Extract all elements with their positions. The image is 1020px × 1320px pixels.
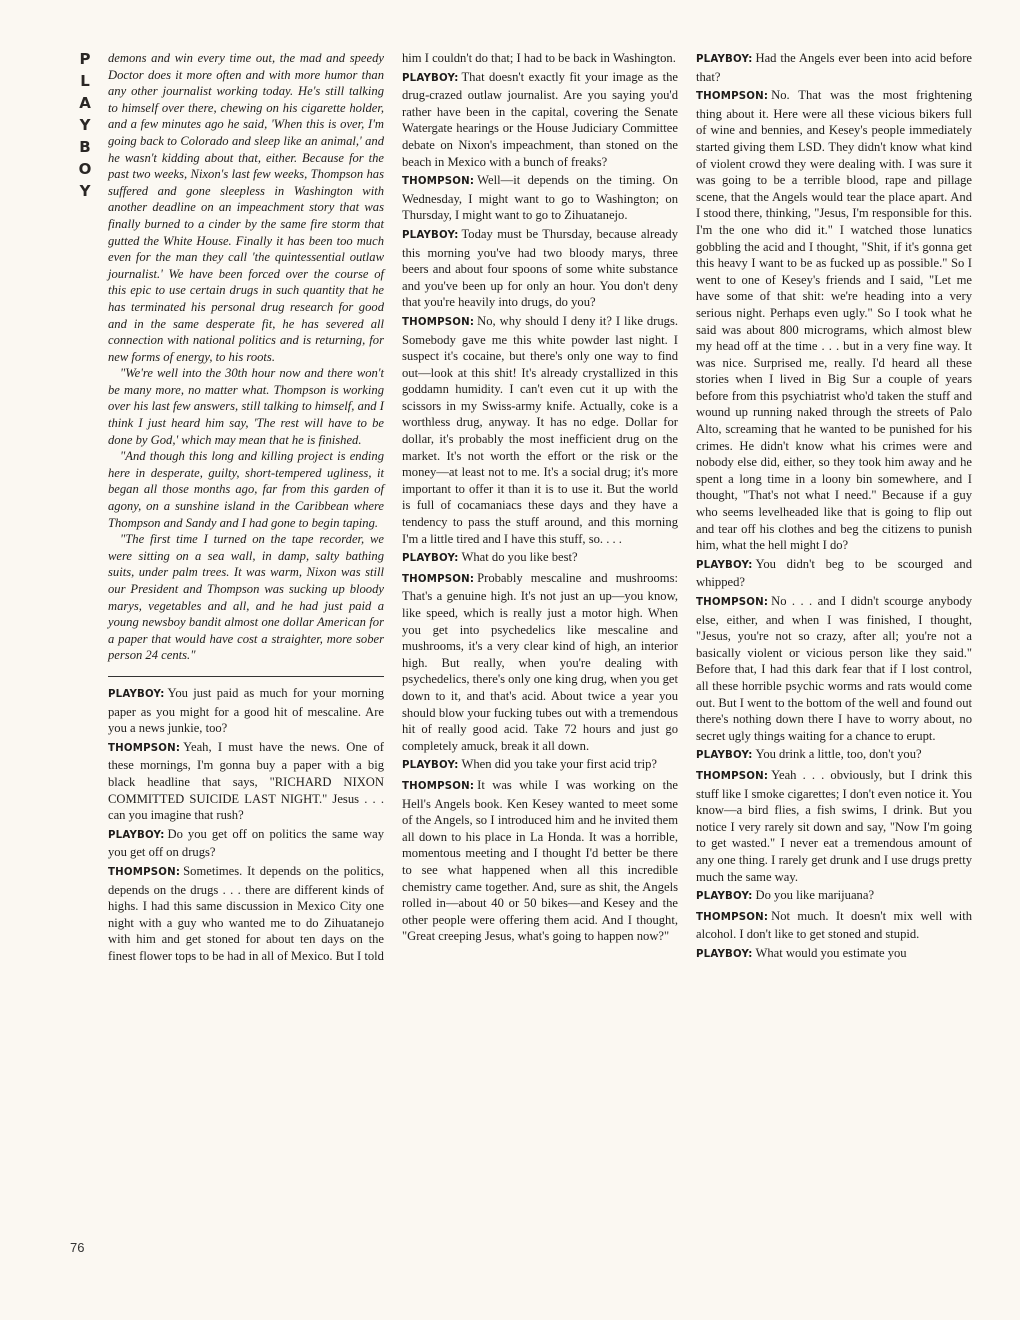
qa-paragraph [108,826,384,861]
qa-paragraph [402,69,678,171]
speaker-label: PLAYBOY: [696,559,753,571]
qa-paragraph [402,172,678,224]
spine-letter: Y [79,116,91,134]
qa-text: Yeah . . . obviously, but I drink this stuff like I smoke cigarettes; I don't even notice it. You know—a bird flies, a fish swims, I drink. But you notice I very rarely sit down and say, "Now I'm going to get wasted." I never eat a tremendous amount of any one thing. I rarely get drunk and I use drugs pretty much the same way. [696,767,972,884]
qa-paragraph [108,739,384,824]
column-1 [108,50,384,966]
spine-letter: B [79,138,91,156]
qa-text: What do you like best? [461,550,578,565]
qa-paragraph [696,887,972,906]
qa-text: Not much. It doesn't mix well with alcohol. I don't like to get stoned and stupid. [696,908,972,942]
speaker-label: THOMPSON: [696,911,769,923]
qa-text: You just paid as much for your morning paper as you might for a good hit of mescaline. Are you a news junkie, too? [108,685,384,736]
qa-paragraph [108,863,384,965]
qa-paragraph [696,593,972,744]
column-3 [696,50,972,965]
qa-paragraph [402,777,678,945]
intro-paragraph: demons and win every time out, the mad and speedy Doctor does it more often and with more humor than any other journalist working today. He's still talking to himself over there, chewing on his cigarette holder, and a few minutes ago he said, 'When this is over, I'm going back to Colorado and sleep like an animal,' and he wasn't kidding about that, either. Because for the past two weeks, Nixon's last few weeks, Thompson has suffered and gone sleepless in Washington with another deadline on an impeachment story that was finally burned to a cinder by the same fire storm that gutted the White House. Finally it has been too much even for the man they call 'the quintessential outlaw journalist.' We have been forced over the course of this epic to use certain drugs in such quantity that he has terminated his personal drug research for good and in the same desperate fit, he has severed all connection with national politics and is returning, for new forms of energy, to his roots. [108,51,384,364]
qa-text: No. That was the most frightening thing about it. Here were all these vicious bikers full of wine and bennies, and Kesey's people immediately started giving them LSD. They didn't know what kind of violent crowd they were dealing with. I was sure it was going to be a terrible blood, rape and pillage scene, that the Angels would tear the place apart. And I stood there, thinking, "Jesus, I'm responsible for this. I'm the one who did it." I watched those lunatics gobbling the acid and I thought, "Shit, if it's gonna get this heavy I want to be as fucked up as possible." So I went to one of Kesey's friends and I said, "Let me have some of that shit: we're heading into a very serious night. Perhaps even ugly." So I took what he said was about 800 micrograms, which almost blew my head off at the time . . . but in a very fine way. It was nice. Surprised me, really. I'd heard all these stories when I lived in Big Sur a couple of years before from this psychiatrist who'd taken the stuff and wound up running naked through the streets of Palo Alto, screaming that he wanted to be punished for his crimes. He didn't know what his crimes were and nobody else did, either, so they took him away and he spent a long time in a loony bin somewhere, and I thought, "That's not what I need." Because if a guy who seems levelheaded like that is going to flip out and tear off his clothes and beg the citizens to punish him, what the hell might I do? [696,88,972,553]
qa-text: That doesn't exactly fit your image as the drug-crazed outlaw journalist. Are you saying you'd rather have been in the capital, covering the Senate Watergate hearings or the House Judiciary Committee debate on Nixon's impeachment, than stoned on the beach in Mexico with a bunch of freaks? [402,69,678,169]
spine-letter: Y [79,182,91,200]
speaker-label: PLAYBOY: [402,760,459,772]
speaker-label: THOMPSON: [696,91,769,103]
qa-block [402,50,678,945]
speaker-label: THOMPSON: [108,866,181,878]
qa-text: It was while I was working on the Hell's Angels book. Ken Kesey wanted to meet some of the Angels, so I introduced him and he invited them all down to his place in La Honda. It was a horrible, momentous meeting and I thought I'd better be there to see what happened when all this incredible chemistry came together. And, sure as shit, the Angels rolled in—about 40 or 50 bikes—and Kesey and the other people were offering them acid. And I thought, "Great creeping Jesus, what's going to happen now?" [402,777,678,944]
speaker-label: THOMPSON: [402,573,475,585]
qa-text: When did you take your first acid trip? [461,757,657,772]
qa-text: No, why should I deny it? I like drugs. Somebody gave me this white powder last night. I suspect it's cocaine, but there's only one way to find out—look at this shit! It's already crystallized in this goddamn humidity. I can't even cut it up with the scissors in my Swiss-army knife. Actually, coke is a worthless drug, anyway. It has no edge. Dollar for dollar, it's probably the most inefficient drug on the market. It's not worth the effort or the risk or the money—at least not to me. It's a social drug; it's more important to offer it than it is to use it. But the world is full of cocamaniacs these days and they have a tendency to pass the stuff around, and this morning I'm a little tired and I have this stuff, so. . . . [402,313,678,546]
qa-paragraph [696,746,972,765]
qa-block [696,50,972,963]
qa-text: You didn't beg to be scourged and whipped? [696,556,972,590]
intro-paragraph: "We're well into the 30th hour now and there won't be many more, no matter what. Thompson is working over his last few answers, still talking to himself, and I think I just heard him say, 'The rest will have to be done by God,' which may mean that he is finished. [108,366,384,447]
qa-text: Had the Angels ever been into acid before that? [696,51,972,84]
qa-paragraph [402,226,678,311]
qa-paragraph [402,313,678,547]
speaker-label: PLAYBOY: [402,553,459,565]
speaker-label: PLAYBOY: [696,54,753,65]
spine-letter: O [78,160,92,178]
qa-paragraph [402,570,678,755]
intro-paragraph: "And though this long and killing project is ending here in desperate, guilty, short-tempered ugliness, it began all those months ago, far from this garden of agony, on a sunshine island in the Caribbean where Thompson and Sandy and I had gone to begin taping. [108,449,384,530]
qa-text: What would you estimate you [755,945,907,960]
spine-letter: P [79,50,91,68]
qa-text: No . . . and I didn't scourge anybody else, either, and when I was finished, I thought, "Jesus, you're not so crazy, after all; you're not a basically violent or vicious person like they said." Before that, I had this dark fear that if I lost control, all these horrible psychic worms and rats would come out. But I went to the bottom of the well and found out there's nothing down there I have to worry about, no secret ugly things waiting for a chance to erupt. [696,594,972,743]
qa-paragraph [108,685,384,737]
qa-paragraph [696,87,972,554]
intro-paragraph: "The first time I turned on the tape recorder, we were sitting on a sea wall, in damp, salty bathing suits, under palm trees. It was warm, Nixon was still our President and Thompson was sucking up bloody marys, vegetables and all, and he had just paid a young newsboy bandit almost one dollar American for a paper that would have cost a straighter, more sober person 24 cents." [108,532,384,663]
speaker-label: THOMPSON: [696,597,769,608]
qa-paragraph [696,945,972,964]
qa-text: Well—it depends on the timing. On Wednesday, I might want to go to Washington; on Thursday, I might want to go to Zihuatanejo. [402,173,678,223]
qa-text: You drink a little, too, don't you? [755,747,922,762]
qa-paragraph [696,908,972,943]
qa-text: Do you like marijuana? [755,888,875,903]
qa-text: Do you get off on politics the same way you get off on drugs? [108,826,384,860]
section-divider [108,676,384,677]
qa-paragraph [696,556,972,591]
speaker-label: THOMPSON: [402,316,475,328]
speaker-label: THOMPSON: [402,176,475,188]
speaker-label: PLAYBOY: [108,688,165,700]
qa-paragraph [402,549,678,568]
speaker-label: PLAYBOY: [696,750,753,762]
speaker-label: THOMPSON: [696,770,769,782]
qa-paragraph [402,50,678,67]
speaker-label: PLAYBOY: [402,229,459,241]
speaker-label: THOMPSON: [108,742,181,754]
qa-text: Sometimes. It depends on the politics, depends on the drugs . . . there are different kinds of highs. I had this same discussion in Mexico City one night with a guy who wanted me to do Zihuatanejo with him and get stoned for about ten days on the finest flower tops to be had in all of Mexico. But I told [108,863,384,963]
column-2 [402,50,678,947]
page-number: 76 [70,1240,85,1255]
spine-letter: L [80,72,90,90]
speaker-label: THOMPSON: [402,780,475,792]
qa-text: Today must be Thursday, because already this morning you've had two bloody marys, three beers and about four spoons of some white substance and you've been up for only an hour. You don't deny that you're heavily into drugs, do you? [402,226,678,310]
qa-paragraph [402,756,678,775]
qa-paragraph [696,767,972,885]
intro-italic [108,50,384,664]
qa-text: Probably mescaline and mushrooms: That's a genuine high. It's not just an up—you know, like speed, which is really just a motor high. When you get into psychedelics like mescaline and mushrooms, it's a very clear kind of high, an interior high. But really, when you're dealing with psychedelics, there's only one king drug, when you get down to it, and that's acid. About twice a year you should blow your fucking tubes out with a tremendous hit of really good acid. Take 72 hours and just go completely amuck, break it all down. [402,570,678,753]
speaker-label: PLAYBOY: [696,948,753,960]
qa-block [108,685,384,965]
speaker-label: PLAYBOY: [402,72,459,84]
spine-letter: A [79,94,91,112]
qa-text: him I couldn't do that; I had to be back in Washington. [402,51,676,65]
qa-text: Yeah, I must have the news. One of these mornings, I'm gonna buy a paper with a big black headline that says, "RICHARD NIXON COMMITTED SUICIDE LAST NIGHT." Jesus . . . can you imagine that rush? [108,739,384,823]
qa-paragraph [696,50,972,85]
speaker-label: PLAYBOY: [696,891,753,903]
speaker-label: PLAYBOY: [108,829,165,841]
magazine-spine-title [68,48,102,202]
